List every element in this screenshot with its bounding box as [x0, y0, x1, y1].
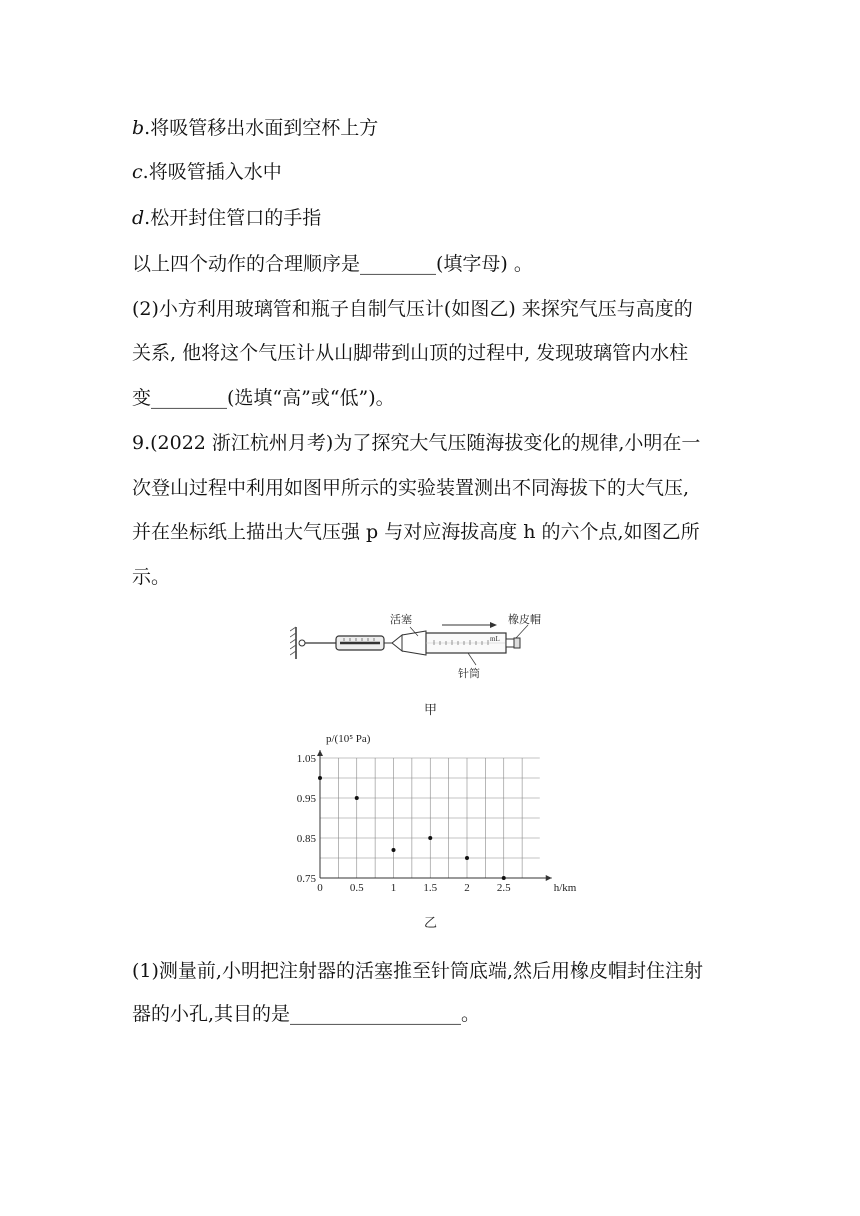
option-text: .松开封住管口的手指	[144, 207, 322, 229]
option-letter: b	[132, 117, 145, 139]
x-axis-arrow	[546, 875, 552, 881]
option-text: .将吸管插入水中	[142, 161, 282, 183]
x-tick-label: 0.5	[349, 882, 364, 894]
y-tick-label: 0.75	[296, 873, 316, 885]
y-tick-label: 0.95	[296, 793, 316, 805]
y-tick-label: 0.85	[296, 833, 316, 845]
data-point	[502, 876, 506, 880]
data-point	[428, 836, 432, 840]
data-point	[465, 856, 469, 860]
q2-line-1: (2)小方利用玻璃管和瓶子自制气压计(如图乙) 来探究气压与高度的	[132, 298, 693, 320]
data-point	[355, 796, 359, 800]
x-tick-label: 1.5	[423, 882, 438, 894]
x-tick-label: 2	[464, 882, 470, 894]
q9-line-3: 并在坐标纸上描出大气压强 p 与对应海拔高度 h 的六个点,如图乙所	[132, 521, 700, 543]
y-axis-arrow	[317, 750, 323, 756]
figure-jia-syringe	[290, 605, 560, 685]
figure-yi-chart	[282, 730, 582, 902]
q9-line-1: 9.(2022 浙江杭州月考)为了探究大气压随海拔变化的规律,小明在一	[132, 432, 701, 454]
option-d	[132, 206, 321, 230]
piston-label: 活塞	[390, 613, 412, 626]
cap-label: 橡皮帽	[508, 613, 541, 626]
option-letter: c	[132, 161, 143, 183]
data-point	[392, 848, 396, 852]
scale-unit: mL	[490, 635, 500, 643]
x-tick-label: 2.5	[496, 882, 511, 894]
data-point	[318, 776, 322, 780]
option-letter: d	[132, 207, 145, 229]
order-question: 以上四个动作的合理顺序是________(填字母) 。	[132, 253, 533, 275]
q2-line-2: 关系, 他将这个气压计从山脚带到山顶的过程中, 发现玻璃管内水柱	[132, 342, 689, 364]
q9-1-line-2: 器的小孔,其目的是__________________。	[132, 1003, 481, 1025]
q2-line-3: 变________(选填“高”或“低”)。	[132, 387, 395, 409]
x-tick-label: 0	[317, 882, 323, 894]
x-axis-label: h/km	[553, 882, 577, 894]
figure-yi-caption: 乙	[424, 916, 438, 931]
figure-jia-caption: 甲	[424, 703, 438, 718]
option-c	[132, 160, 282, 184]
y-tick-label: 1.05	[296, 753, 316, 765]
x-tick-label: 1	[390, 882, 397, 894]
y-axis-label: p/(10⁵ Pa)	[326, 733, 371, 745]
option-b	[132, 116, 378, 140]
q9-1-line-1: (1)测量前,小明把注射器的活塞推至针筒底端,然后用橡皮帽封住注射	[132, 960, 703, 982]
chart-grid	[320, 758, 540, 878]
barrel-label: 针筒	[458, 667, 480, 680]
q9-line-2: 次登山过程中利用如图甲所示的实验装置测出不同海拔下的大气压,	[132, 477, 690, 499]
option-text: .将吸管移出水面到空杯上方	[144, 117, 379, 139]
q9-line-4: 示。	[132, 566, 171, 588]
